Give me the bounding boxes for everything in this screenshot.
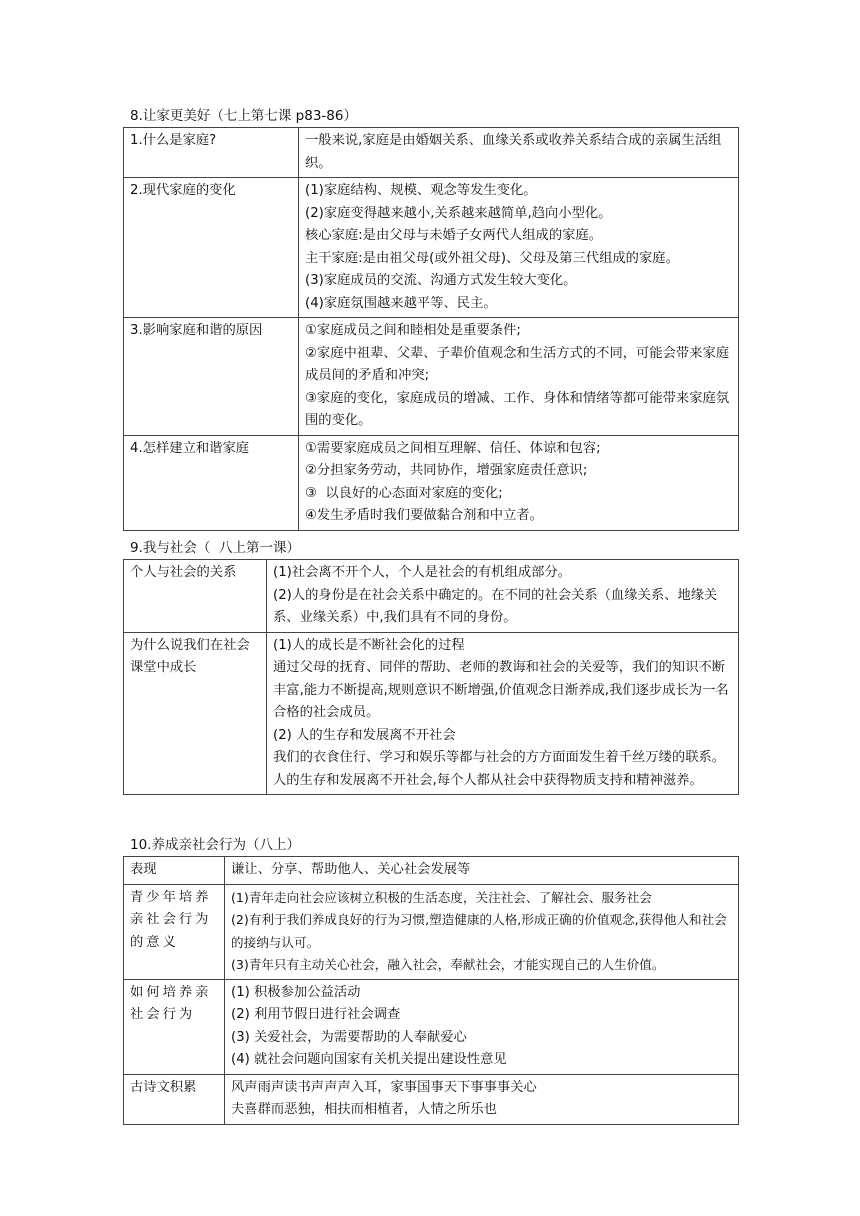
answer-text: 夫喜群而恶独，相扶而相植者，人情之所乐也 (231, 1102, 497, 1117)
answer-text: (4)家庭氛围越来越平等、民主。 (305, 295, 497, 311)
question-text: 个人与社会的关系 (130, 565, 237, 580)
answer-text: 谦让、分享、帮助他人、关心社会发展等 (231, 862, 471, 877)
question-cell (124, 1074, 225, 1124)
answer-text: (2) 利用节假日进行社会调查 (231, 1007, 401, 1022)
answer-cell (267, 560, 739, 633)
answer-text: (3)家庭成员的交流、沟通方式发生较大变化。 (305, 273, 577, 288)
answer-text: ③ 以良好的心态面对家庭的变化; (305, 485, 503, 501)
answer-cell (299, 435, 739, 530)
question-cell (124, 128, 299, 178)
answer-text: (2)家庭变得越来越小,关系越来越简单,趋向小型化。 (305, 205, 612, 221)
table-row (124, 1074, 739, 1124)
question-cell (124, 857, 225, 885)
question-cell (124, 318, 299, 436)
answer-text: (1)社会离不开个人，个人是社会的有机组成部分。 (273, 565, 572, 580)
question-text: 如何培养亲社会行为 (130, 984, 212, 1022)
table-section-8 (123, 127, 739, 531)
answer-cell (299, 178, 739, 318)
answer-text: (3) 关爱社会，为需要帮助的人奉献爱心 (231, 1029, 467, 1045)
question-text: 为什么说我们在社会课堂中成长 (130, 637, 250, 675)
question-text: 2.现代家庭的变化 (130, 183, 236, 198)
answer-cell (267, 632, 739, 795)
answer-cell (299, 128, 739, 178)
table-row (124, 128, 739, 178)
answer-cell (225, 1074, 739, 1124)
question-text: 青少年培养亲社会行为的意义 (130, 889, 212, 950)
answer-text: (4) 就社会问题向国家有关机关提出建设性意见 (231, 1052, 507, 1067)
question-text: 1.什么是家庭? (130, 133, 217, 148)
answer-text: ①需要家庭成员之间相互理解、信任、体谅和包容; (305, 440, 601, 456)
table-row (124, 560, 739, 633)
answer-cell (225, 857, 739, 885)
table-row (124, 632, 739, 795)
answer-text: (1)人的成长是不断社会化的过程 (273, 637, 465, 653)
answer-text: (2)人的身份是在社会关系中确定的。在不同的社会关系（血缘关系、地缘关系、业缘关系）中,我们具有不同的身份。 (273, 587, 718, 625)
answer-text: 核心家庭:是由父母与未婚子女两代人组成的家庭。 (305, 228, 603, 243)
section-title-9: 9.我与社会（ 八上第一课） (130, 540, 300, 556)
question-cell (124, 178, 299, 318)
answer-text: 主干家庭:是由祖父母(或外祖父母)、父母及第三代组成的家庭。 (305, 250, 679, 266)
answer-text: ④发生矛盾时我们要做黏合剂和中立者。 (305, 508, 543, 523)
answer-text: (2) 人的生存和发展离不开社会 (273, 727, 456, 743)
answer-cell (225, 884, 739, 979)
section-title-10: 10.养成亲社会行为（八上） (130, 837, 300, 853)
answer-text: 我们的衣食住行、学习和娱乐等都与社会的方方面面发生着千丝万缕的联系。人的生存和发展离不开社会,每个人都从社会中获得物质支持和精神滋养。 (273, 750, 726, 788)
section-title-8: 8.让家更美好（七上第七课 p83-86） (130, 108, 357, 124)
table-row (124, 979, 739, 1074)
table-section-9 (123, 559, 739, 795)
answer-text: (2)有利于我们养成良好的行为习惯,塑造健康的人格,形成正确的价值观念,获得他人和社会的接纳与认可。 (231, 912, 727, 950)
table-row (124, 435, 739, 530)
question-cell (124, 560, 267, 633)
answer-text: (1) 积极参加公益活动 (231, 984, 361, 1000)
answer-text: ②分担家务劳动，共同协作，增强家庭责任意识; (305, 463, 588, 478)
answer-cell (225, 979, 739, 1074)
question-cell (124, 884, 225, 979)
question-cell (124, 979, 225, 1074)
question-text: 古诗文积累 (130, 1079, 197, 1095)
table-row (124, 318, 739, 436)
answer-text: ②家庭中祖辈、父辈、子辈价值观念和生活方式的不同，可能会带来家庭成员间的矛盾和冲突; (305, 345, 730, 383)
question-cell (124, 632, 267, 795)
answer-text: 通过父母的抚育、同伴的帮助、老师的教诲和社会的关爱等，我们的知识不断丰富,能力不断提高,规则意识不断增强,价值观念日渐养成,我们逐步成长为一名合格的社会成员。 (273, 660, 729, 720)
answer-text: (1)家庭结构、规模、观念等发生变化。 (305, 183, 537, 198)
answer-text: ①家庭成员之间和睦相处是重要条件; (305, 323, 521, 338)
table-row (124, 178, 739, 318)
answer-text: (3)青年只有主动关心社会，融入社会，奉献社会，才能实现自己的人生价值。 (231, 957, 665, 972)
question-text: 4.怎样建立和谐家庭 (130, 440, 250, 456)
question-text: 3.影响家庭和谐的原因 (130, 323, 263, 338)
question-cell (124, 435, 299, 530)
answer-cell (299, 318, 739, 436)
question-text: 表现 (130, 862, 157, 877)
answer-text: (1)青年走向社会应该树立积极的生活态度，关注社会、了解社会、服务社会 (231, 889, 652, 905)
answer-text: ③家庭的变化，家庭成员的增减、工作、身体和情绪等都可能带来家庭氛围的变化。 (305, 390, 730, 428)
table-row (124, 857, 739, 885)
answer-text: 风声雨声读书声声声入耳，家事国事天下事事事关心 (231, 1079, 537, 1095)
table-row (124, 884, 739, 979)
answer-text: 一般来说,家庭是由婚姻关系、血缘关系或收养关系结合成的亲属生活组织。 (305, 133, 722, 171)
table-section-10 (123, 856, 739, 1125)
